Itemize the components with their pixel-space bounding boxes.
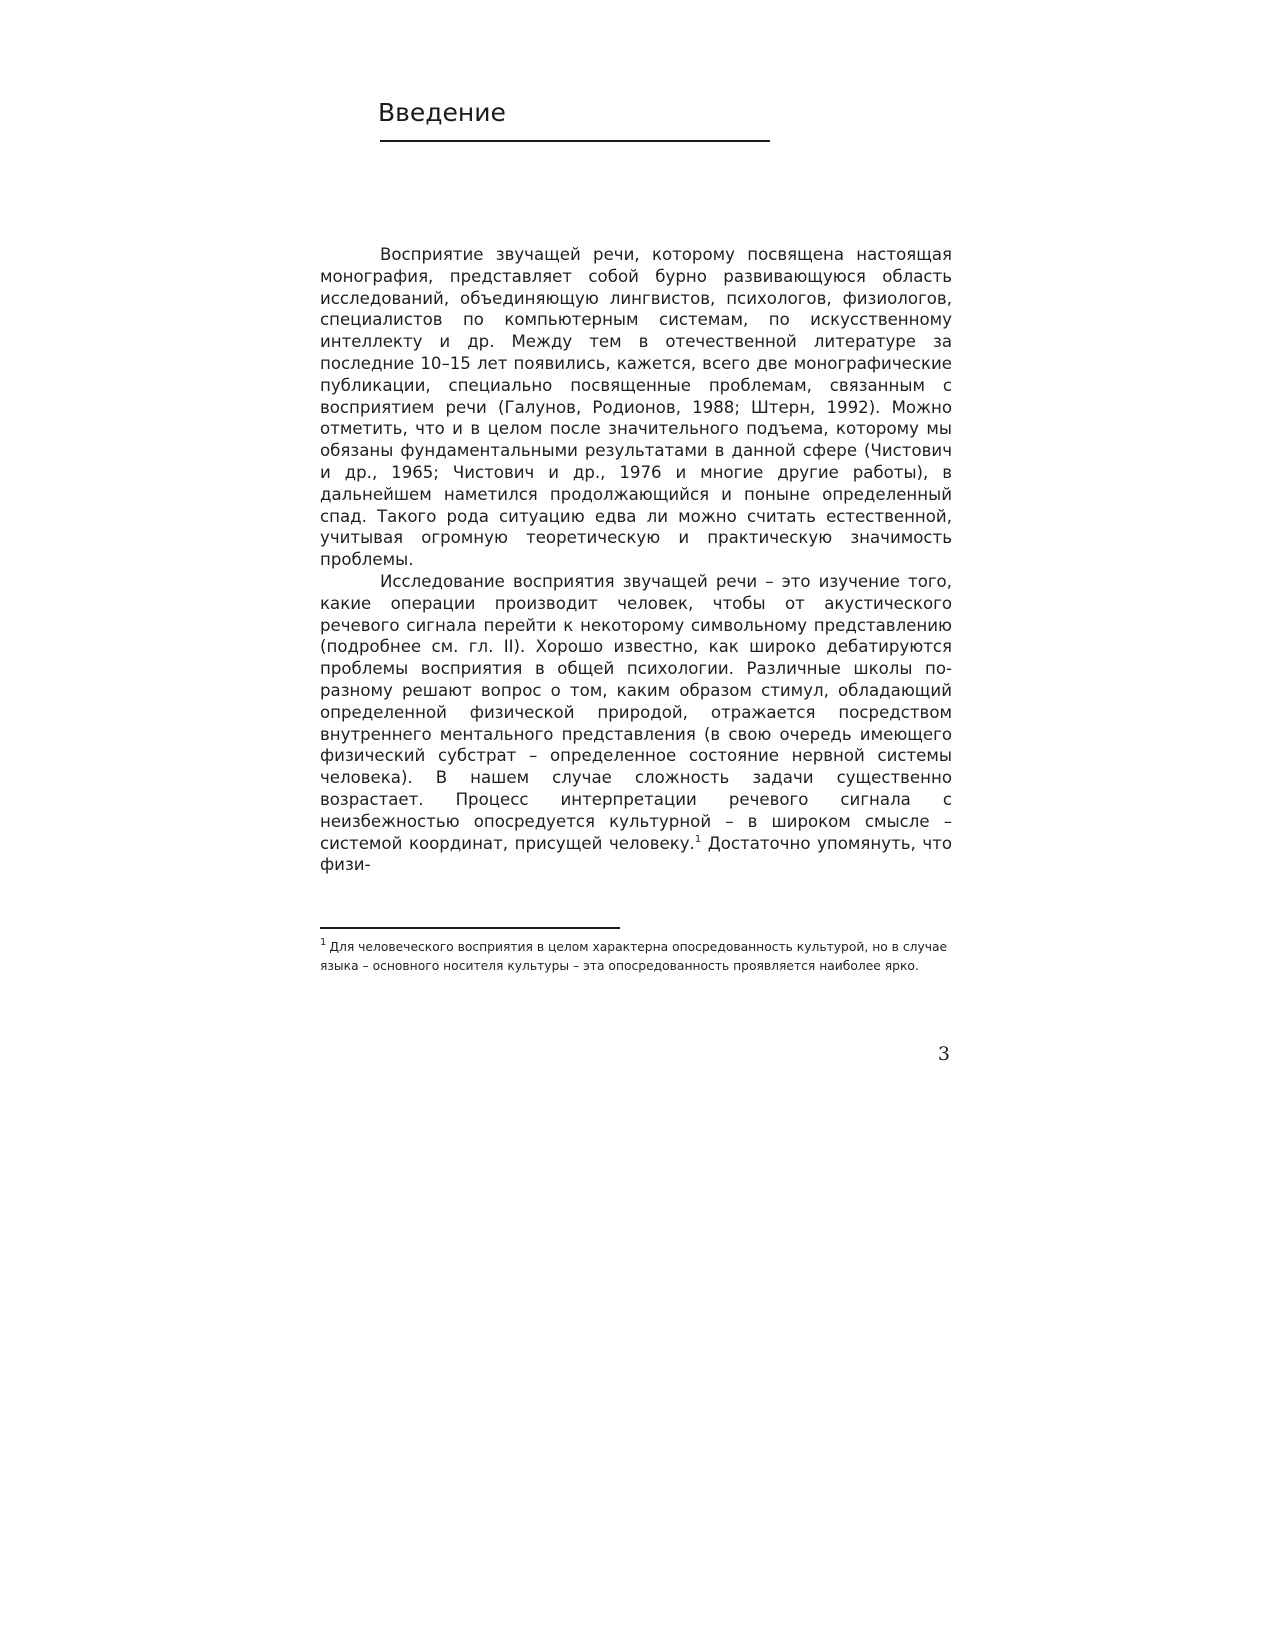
title-underline	[380, 140, 770, 142]
chapter-title: Введение	[378, 98, 506, 127]
body-text	[320, 244, 952, 876]
footnote	[320, 938, 950, 975]
footnote-reference[interactable]: 1	[694, 833, 702, 845]
paragraph-1: Восприятие звучащей речи, которому посвящена настоящая монография, представляет собой бурно развивающуюся область исследований, объединяющую лингвистов, психологов, физиологов, специалистов по компьютерным системам, по искусственному интеллекту и др. Между тем в отечественной литературе за последние 10–15 лет появились, кажется, всего две монографические публикации, специально посвященные проблемам, связанным с восприятием речи (Галунов, Родионов, 1988; Штерн, 1992). Можно отметить, что и в целом после значительного подъема, которому мы обязаны фундаментальными результатами в данной сфере (Чистович и др., 1965; Чистович и др., 1976 и многие другие работы), в дальнейшем наметился продолжающийся и поныне определенный спад. Такого рода ситуацию едва ли можно считать естественной, учитывая огромную теоретическую и практическую значимость проблемы.	[320, 245, 952, 570]
footnote-separator	[320, 927, 620, 929]
paragraph-2	[320, 571, 952, 876]
footnote-text: Для человеческого восприятия в целом характерна опосредованность культурой, но в случае языка – основного носителя культуры – эта опосредованность проявляется наиболее ярко.	[320, 940, 948, 973]
paragraph-2-main: Исследование восприятия звучащей речи – это изучение того, какие операции производит человек, чтобы от акустического речевого сигнала перейти к некоторому символьному представлению (подробнее см. гл. II). Хорошо известно, как широко дебатируются проблемы восприятия в общей психологии. Различные школы по-разному решают вопрос о том, каким образом стимул, обладающий определенной физической природой, отражается посредством внутреннего ментального представления (в свою очередь имеющего физический субстрат – определенное состояние нервной системы человека). В нашем случае сложность задачи существенно возрастает. Процесс интерпретации речевого сигнала с неизбежностью опосредуется культурной – в широком смысле – системой координат, присущей человеку.	[320, 571, 952, 853]
paragraph-2-tail: Достаточно упомянуть, что физи-	[320, 833, 953, 875]
page-number: 3	[937, 1043, 950, 1065]
footnote-number: 1	[320, 937, 327, 948]
